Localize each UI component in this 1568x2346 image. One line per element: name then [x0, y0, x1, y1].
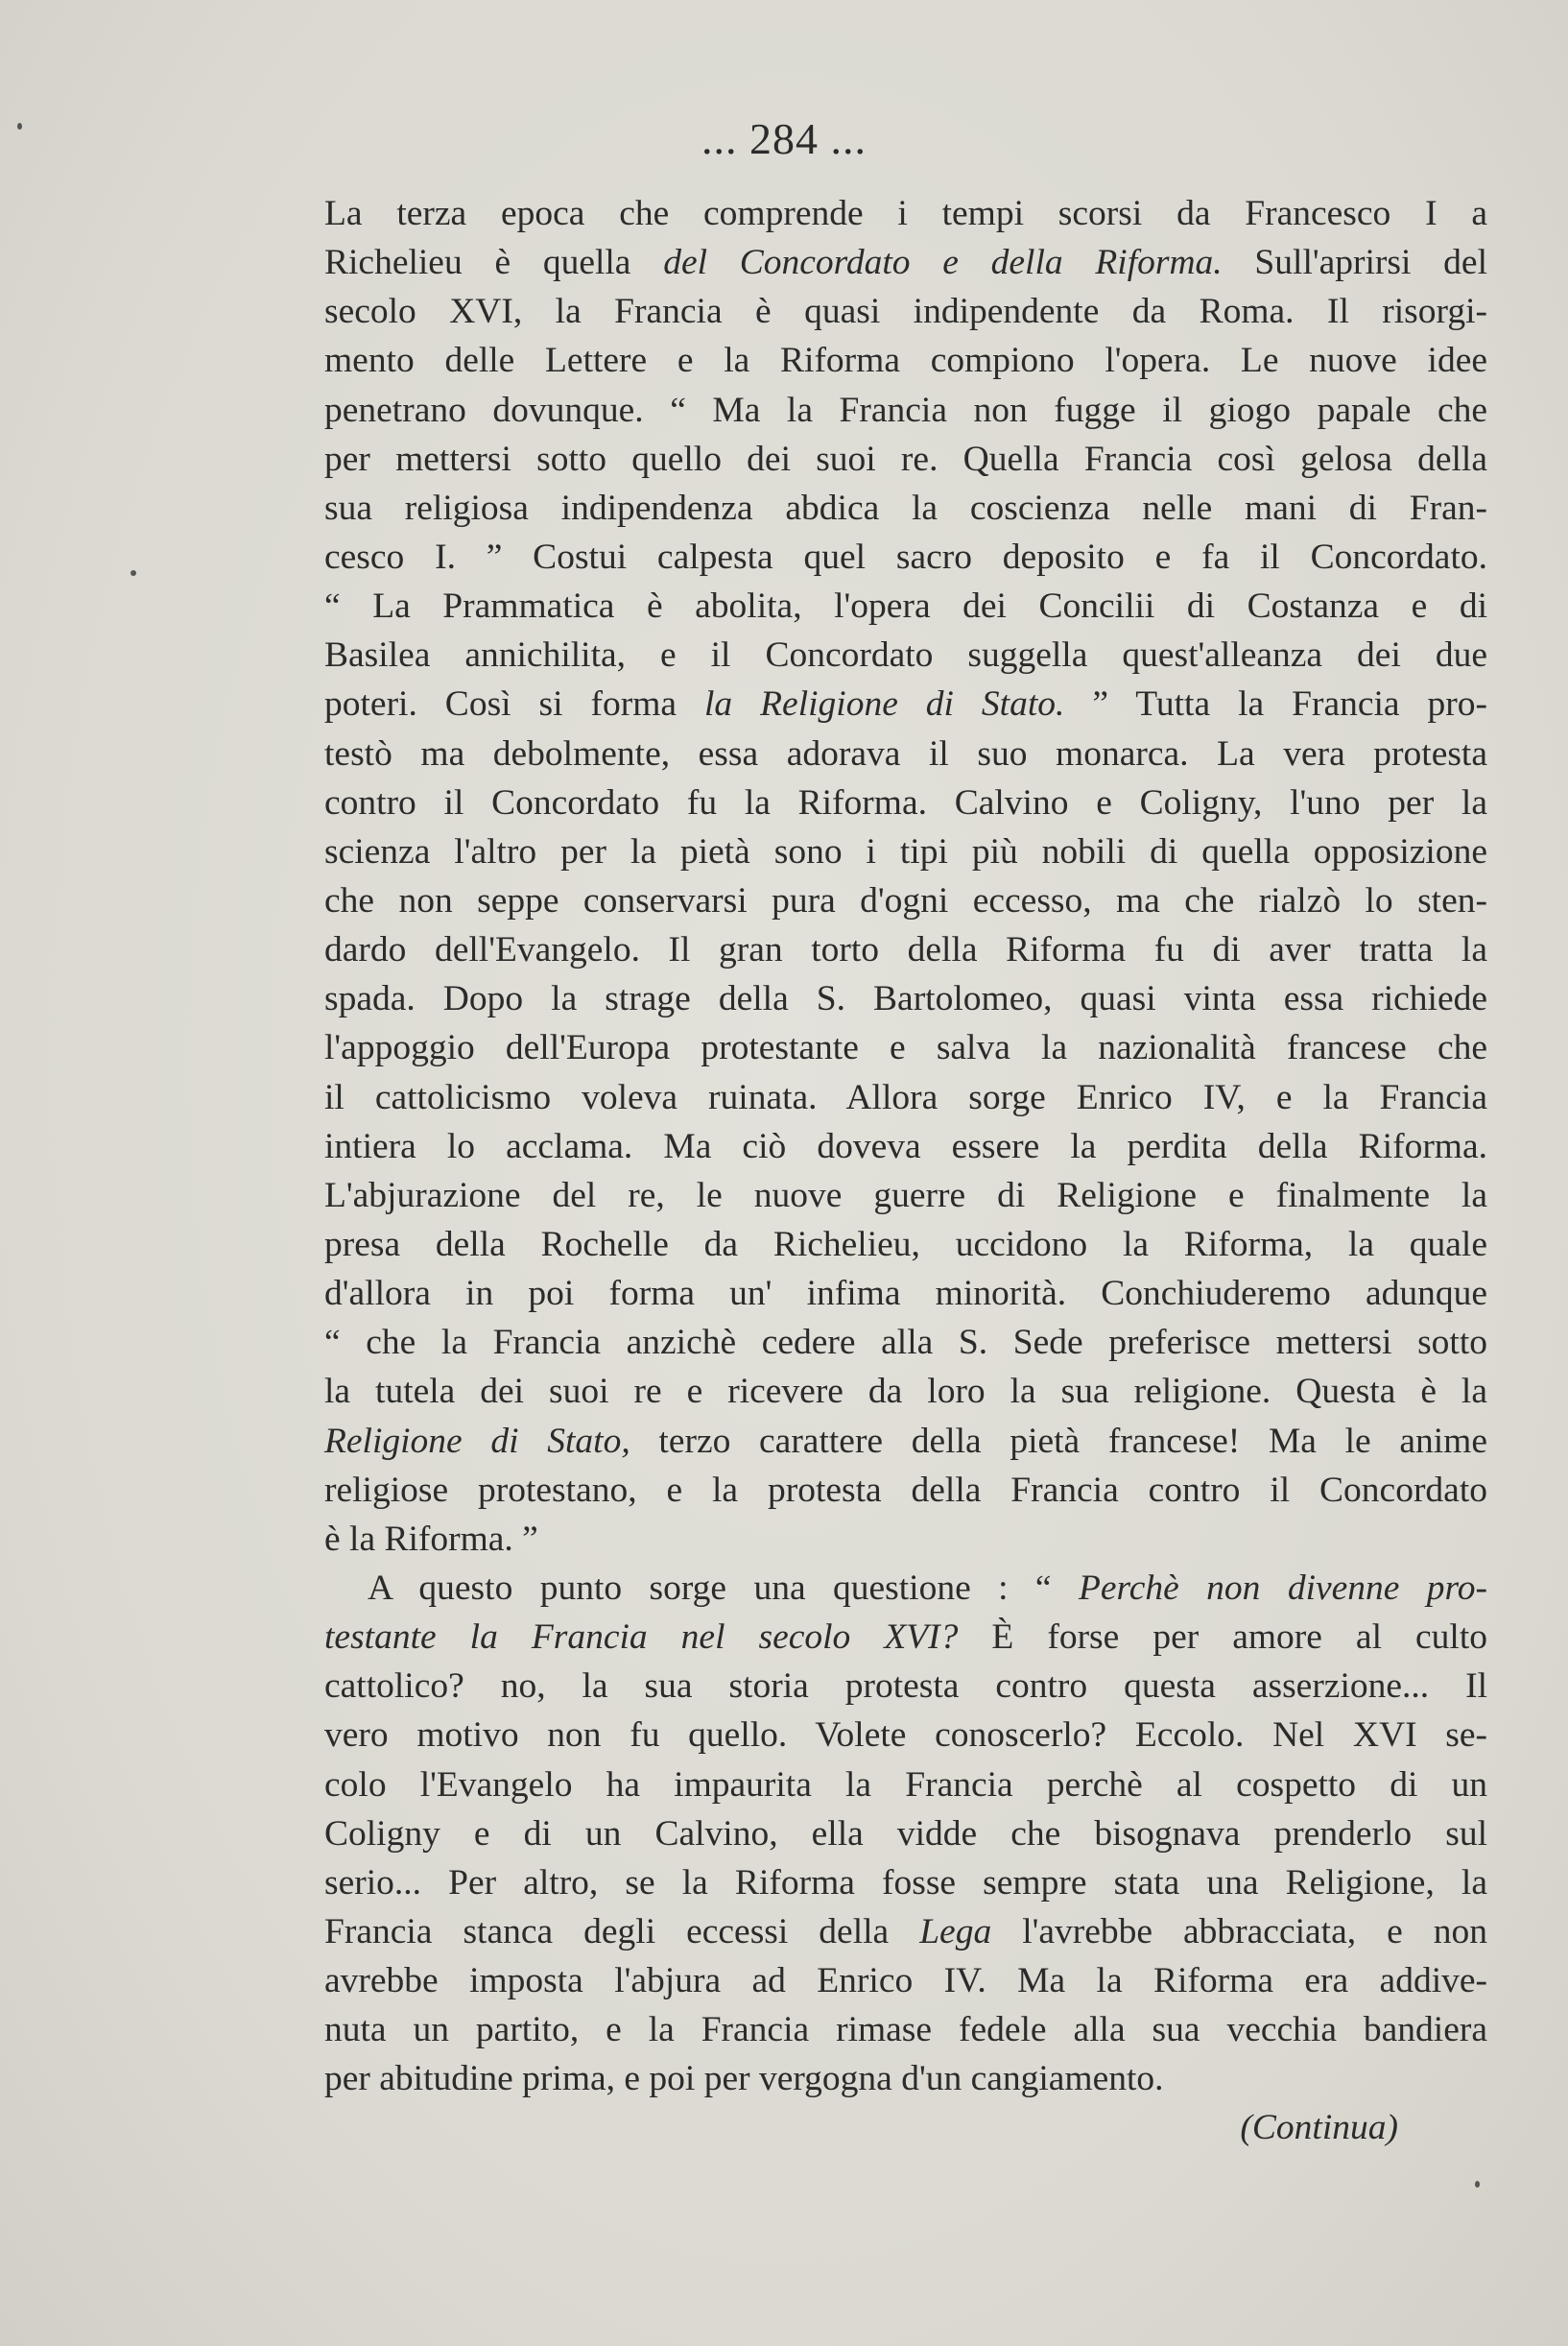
- italic-text: testante la Francia nel secolo XVI?: [324, 1617, 959, 1658]
- italic-text: Lega: [919, 1911, 992, 1951]
- text-line: avrebbe imposta l'abjura ad Enrico IV. Ma la Riforma era addive-: [324, 1961, 1487, 2001]
- text-line: Richelieu è quella del Concordato e della Riforma. Sull'aprirsi del: [324, 243, 1487, 283]
- text-line: spada. Dopo la strage della S. Bartolomeo, quasi vinta essa richiede: [324, 979, 1487, 1019]
- text-line: nuta un partito, e la Francia rimase fedele alla sua vecchia bandiera: [324, 2010, 1487, 2050]
- text-line: poteri. Così si forma la Religione di Stato. ” Tutta la Francia pro-: [324, 684, 1487, 725]
- text-line: presa della Rochelle da Richelieu, uccidono la Riforma, la quale: [324, 1224, 1487, 1264]
- scan-speck: [131, 570, 136, 576]
- text-line: cattolico? no, la sua storia protesta contro questa asserzione... Il: [324, 1666, 1487, 1707]
- text-line: testò ma debolmente, essa adorava il suo monarca. La vera protesta: [324, 733, 1487, 774]
- text-line: scienza l'altro per la pietà sono i tipi più nobili di quella opposizione: [324, 831, 1487, 872]
- page-number: ... 284 ...: [701, 114, 867, 163]
- text-line: sua religiosa indipendenza abdica la coscienza nelle mani di Fran-: [324, 488, 1487, 528]
- text-line: La terza epoca che comprende i tempi scorsi da Francesco I a: [324, 194, 1487, 233]
- text-line: L'abjurazione del re, le nuove guerre di Religione e finalmente la: [324, 1175, 1487, 1215]
- scan-speck: [17, 123, 22, 130]
- text-line: “ La Prammatica è abolita, l'opera dei Concilii di Costanza e di: [324, 586, 1487, 627]
- text-line: mento delle Lettere e la Riforma compiono l'opera. Le nuove idee: [324, 341, 1487, 381]
- text-line: Religione di Stato, terzo carattere della pietà francese! Ma le anime: [324, 1421, 1487, 1461]
- text-line: penetrano dovunque. “ Ma la Francia non fugge il giogo papale che: [324, 390, 1487, 430]
- text-line: contro il Concordato fu la Riforma. Calvino e Coligny, l'uno per la: [324, 782, 1487, 823]
- text-line: cesco I. ” Costui calpesta quel sacro deposito e fa il Concordato.: [324, 537, 1487, 577]
- text-line: secolo XVI, la Francia è quasi indipendente da Roma. Il risorgi-: [324, 292, 1487, 332]
- text-line: Coligny e di un Calvino, ella vidde che bisognava prenderlo sul: [324, 1813, 1487, 1854]
- text-line: il cattolicismo voleva ruinata. Allora sorge Enrico IV, e la Francia: [324, 1077, 1487, 1117]
- text-line: dardo dell'Evangelo. Il gran torto della Riforma fu di aver tratta la: [324, 930, 1487, 970]
- italic-text: la Religione di Stato.: [704, 684, 1065, 725]
- text-line: per abitudine prima, e poi per vergogna d'un cangiamento.: [324, 2059, 1164, 2099]
- text-line: per mettersi sotto quello dei suoi re. Quella Francia così gelosa della: [324, 439, 1487, 479]
- text-line: Francia stanca degli eccessi della Lega l'avrebbe abbracciata, e non: [324, 1911, 1487, 1951]
- italic-text: Religione di Stato,: [324, 1421, 630, 1461]
- text-line: che non seppe conservarsi pura d'ogni eccesso, ma che rialzò lo sten-: [324, 880, 1487, 921]
- page-body: [324, 189, 1487, 2153]
- scan-speck: [1475, 2181, 1480, 2188]
- text-line: è la Riforma. ”: [324, 1519, 538, 1559]
- text-line: serio... Per altro, se la Riforma fosse sempre stata una Religione, la: [324, 1862, 1487, 1903]
- text-line: A questo punto sorge una questione : “ Perchè non divenne pro-: [368, 1568, 1488, 1608]
- italic-text: Perchè non divenne pro-: [1078, 1568, 1488, 1608]
- text-line: colo l'Evangelo ha impaurita la Francia perchè al cospetto di un: [324, 1764, 1487, 1805]
- text-line: l'appoggio dell'Europa protestante e salva la nazionalità francese che: [324, 1028, 1487, 1068]
- text-line: vero motivo non fu quello. Volete conoscerlo? Eccolo. Nel XVI se-: [324, 1715, 1487, 1756]
- text-line: religiose protestano, e la protesta della Francia contro il Concordato: [324, 1470, 1487, 1510]
- text-line: la tutela dei suoi re e ricevere da loro la sua religione. Questa è la: [324, 1372, 1487, 1412]
- text-line: d'allora in poi forma un' infima minorità. Conchiuderemo adunque: [324, 1274, 1487, 1314]
- italic-text: del Concordato e della Riforma.: [663, 243, 1223, 283]
- text-line: Basilea annichilita, e il Concordato suggella quest'alleanza dei due: [324, 635, 1487, 676]
- text-line: testante la Francia nel secolo XVI? È forse per amore al culto: [324, 1617, 1487, 1658]
- text-line: intiera lo acclama. Ma ciò doveva essere la perdita della Riforma.: [324, 1126, 1487, 1166]
- continued-note: (Continua): [1240, 2108, 1398, 2148]
- text-line: “ che la Francia anzichè cedere alla S. Sede preferisce mettersi sotto: [324, 1323, 1487, 1363]
